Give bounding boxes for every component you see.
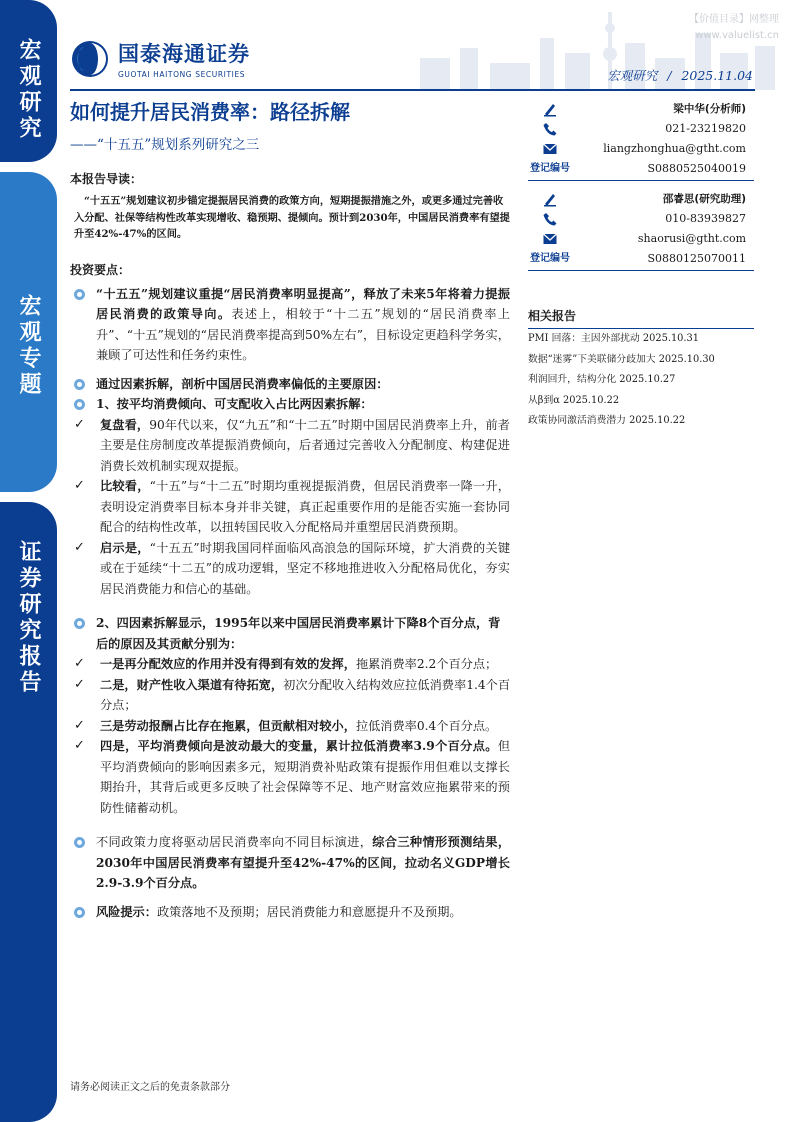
check-icon: ✓ xyxy=(74,478,85,493)
analyst-reg-row xyxy=(528,249,754,269)
risk-warning xyxy=(70,902,510,923)
check-bold: 三是劳动报酬占比存在拖累，但贡献相对较小， xyxy=(100,718,356,733)
analyst-name: 梁中华(分析师) xyxy=(673,103,746,115)
reg-label: 登记编号 xyxy=(530,253,570,264)
sidebar-tab-macro-topic xyxy=(0,172,57,492)
check-text: 拖累消费率2.2个百分点； xyxy=(355,657,498,671)
sidebar-tab-macro-research xyxy=(0,0,57,162)
check-text: 但平均消费倾向的影响因素多元，短期消费补贴政策有提振作用但难以支撑长期抬升，其背后或更多反映了社会保障等不足、地产财富效应拖累带来的预防性储蓄动机。 xyxy=(100,739,510,815)
analyst-reg-number: S0880525040019 xyxy=(647,162,746,175)
report-body xyxy=(70,170,510,930)
analyst-phone: 021-23219820 xyxy=(665,122,746,135)
left-sidebar xyxy=(0,0,57,1122)
related-report-link[interactable]: 从β到α 2025.10.22 xyxy=(528,394,620,406)
analyst-divider xyxy=(528,180,754,181)
page-title: 如何提升居民消费率：路径拆解 xyxy=(70,100,350,124)
report-category: 宏观研究 xyxy=(607,68,658,83)
related-report-link[interactable]: 数据“迷雾”下美联储分歧加大 2025.10.30 xyxy=(528,353,715,365)
check-text: “十五五”时期我国同样面临风高浪急的国际环境，扩大消费的关键或在于延续“十二五”的成功逻辑，坚定不移地推进收入分配格局优化，夯实居民消费能力和信心的基础。 xyxy=(100,540,511,596)
email-icon xyxy=(542,141,558,157)
check-bold: 复盘看， xyxy=(100,417,150,432)
phone-icon xyxy=(542,121,558,137)
sidebar-tab-securities-report xyxy=(0,502,57,1122)
check-item xyxy=(70,415,510,477)
bullet-icon xyxy=(74,379,85,390)
check-bold: 比较看， xyxy=(100,479,150,493)
sidebar-label: 宏观研究 xyxy=(16,38,41,142)
check-bold: 启示是， xyxy=(100,540,150,555)
key-point-text: 不同政策力度将驱动居民消费率向不同目标演进， xyxy=(96,835,373,849)
bullet-icon xyxy=(74,837,85,848)
analyst-phone-row xyxy=(528,209,754,229)
watermark-url: www.valuelist.cn xyxy=(695,30,779,41)
header-meta xyxy=(601,66,753,84)
analyst-name-row xyxy=(528,99,754,119)
subpoint-heading xyxy=(70,613,510,654)
check-text: 90年代以来，仅“九五”和“十二五”时期中国居民消费率上升，前者主要是住房制度改革提振消费倾向，后者通过完善收入分配制度、构建促进消费长效机制实现双提振。 xyxy=(100,417,510,473)
header-separator: / xyxy=(667,68,672,83)
key-point-heading xyxy=(70,374,510,395)
watermark-line: 【价值目录】网整理 xyxy=(689,14,779,25)
key-point-bold: 综合三种情形预测结果，2030年中国居民消费率有望提升至42%-47%的区间，拉动名义GDP增长2.9-3.9个百分点。 xyxy=(96,835,511,890)
phone-icon xyxy=(542,211,558,227)
bullet-icon xyxy=(74,289,85,300)
check-text: 拉低消费率0.4个百分点。 xyxy=(355,718,498,733)
related-report-link[interactable]: 利润回升，结构分化 2025.10.27 xyxy=(528,374,676,385)
reg-label: 登记编号 xyxy=(530,163,570,174)
check-icon: ✓ xyxy=(74,738,85,753)
guide-text: “十五五”规划建议初步锚定提振居民消费的政策方向，短期提振措施之外，或更多通过完善收入分配、社保等结构性改革实现增收、稳预期、提倾向。预计到2030年，中国居民消费率有望提升至42%-47%的区间。 xyxy=(74,195,510,240)
key-points-heading: 投资要点： xyxy=(70,262,131,277)
related-report-link[interactable]: 政策协同激活消费潜力 2025.10.22 xyxy=(528,415,686,426)
subpoint-heading xyxy=(70,394,510,415)
check-icon: ✓ xyxy=(74,416,85,432)
analyst-name-row xyxy=(528,189,754,209)
watermark xyxy=(689,12,779,44)
check-bold: 一是再分配效应的作用并没有得到有效的发挥， xyxy=(100,657,356,671)
pen-icon xyxy=(542,191,558,207)
logo-chinese-name: 国泰海通证券 xyxy=(118,42,250,66)
email-icon xyxy=(542,231,558,247)
logo-mark-icon xyxy=(70,39,110,79)
pen-icon xyxy=(542,101,558,117)
check-bold: 四是，平均消费倾向是波动最大的变量，累计拉低消费率3.9个百分点。 xyxy=(100,739,498,753)
company-logo xyxy=(70,38,250,79)
check-item xyxy=(70,716,510,737)
sidebar-label: 宏观专题 xyxy=(16,294,41,398)
check-icon: ✓ xyxy=(74,676,85,692)
analyst-email-row xyxy=(528,229,754,249)
key-point-bold: “十五五”规划建议重提“居民消费率明显提高”，释放了未来5年将着力提振居民消费的政策导向。 xyxy=(96,286,510,321)
check-item xyxy=(70,736,510,818)
check-item xyxy=(70,476,510,538)
page-subtitle: ——“十五五”规划系列研究之三 xyxy=(70,137,260,153)
check-item xyxy=(70,538,510,600)
check-icon: ✓ xyxy=(74,656,85,671)
related-reports xyxy=(528,307,754,432)
analyst-panel xyxy=(528,99,754,279)
analyst-phone: 010-83939827 xyxy=(665,212,746,225)
subpoint-title: 1、按平均消费倾向、可支配收入占比两因素拆解： xyxy=(96,397,373,411)
check-icon: ✓ xyxy=(74,539,85,555)
key-point xyxy=(70,832,510,894)
bullet-icon xyxy=(74,618,85,629)
check-text: “十五”与“十二五”时期均重视提振消费，但居民消费率一降一升，表明设定消费率目标本身并非关键，真正起重要作用的是能否实施一套协同配合的结构性改革，以扭转国民收入分配格局并重塑居民消费预期。 xyxy=(100,479,510,534)
analyst-divider xyxy=(528,270,754,271)
logo-english-name: GUOTAI HAITONG SECURITIES xyxy=(118,70,246,79)
subpoint-title: 2、四因素拆解显示，1995年以来中国居民消费率累计下降8个百分点，背后的原因及其贡献分别为： xyxy=(96,616,501,651)
header-divider xyxy=(70,89,755,91)
guide-heading: 本报告导读： xyxy=(70,172,143,186)
key-point-bold: 通过因素拆解，剖析中国居民消费率偏低的主要原因： xyxy=(96,376,389,391)
analyst-reg-row xyxy=(528,159,754,179)
sidebar-label: 证券研究报告 xyxy=(16,540,41,696)
risk-label: 风险提示： xyxy=(96,904,157,919)
analyst-email[interactable]: shaorusi@gtht.com xyxy=(637,232,746,245)
key-point-text: 表述上，相较于“十二五”规划的“居民消费率上升”、“十五”规划的“居民消费率提高到50%左右”，目标设定更趋科学务实，兼顾了可达性和任务约束性。 xyxy=(96,307,511,362)
bullet-icon xyxy=(74,399,85,410)
analyst-email-row xyxy=(528,139,754,159)
check-item xyxy=(70,675,510,716)
key-point xyxy=(70,284,510,366)
check-icon: ✓ xyxy=(74,717,85,733)
risk-text: 政策落地不及预期；居民消费能力和意愿提升不及预期。 xyxy=(156,904,462,919)
check-item xyxy=(70,654,510,675)
analyst-phone-row xyxy=(528,119,754,139)
disclaimer-footer: 请务必阅读正文之后的免责条款部分 xyxy=(70,1082,230,1093)
analyst-email[interactable]: liangzhonghua@gtht.com xyxy=(603,142,746,155)
analyst-reg-number: S0880125070011 xyxy=(647,252,746,265)
check-bold: 二是，财产性收入渠道有待拓宽， xyxy=(100,677,284,692)
analyst-name: 邵睿思(研究助理) xyxy=(662,193,746,205)
related-report-link[interactable]: PMI 回落：主因外部扰动 2025.10.31 xyxy=(528,333,699,344)
check-text: 初次分配收入结构效应拉低消费率1.4个百分点； xyxy=(100,677,511,712)
related-reports-title: 相关报告 xyxy=(528,307,754,329)
bullet-icon xyxy=(74,907,85,918)
report-date: 2025.11.04 xyxy=(681,68,753,83)
